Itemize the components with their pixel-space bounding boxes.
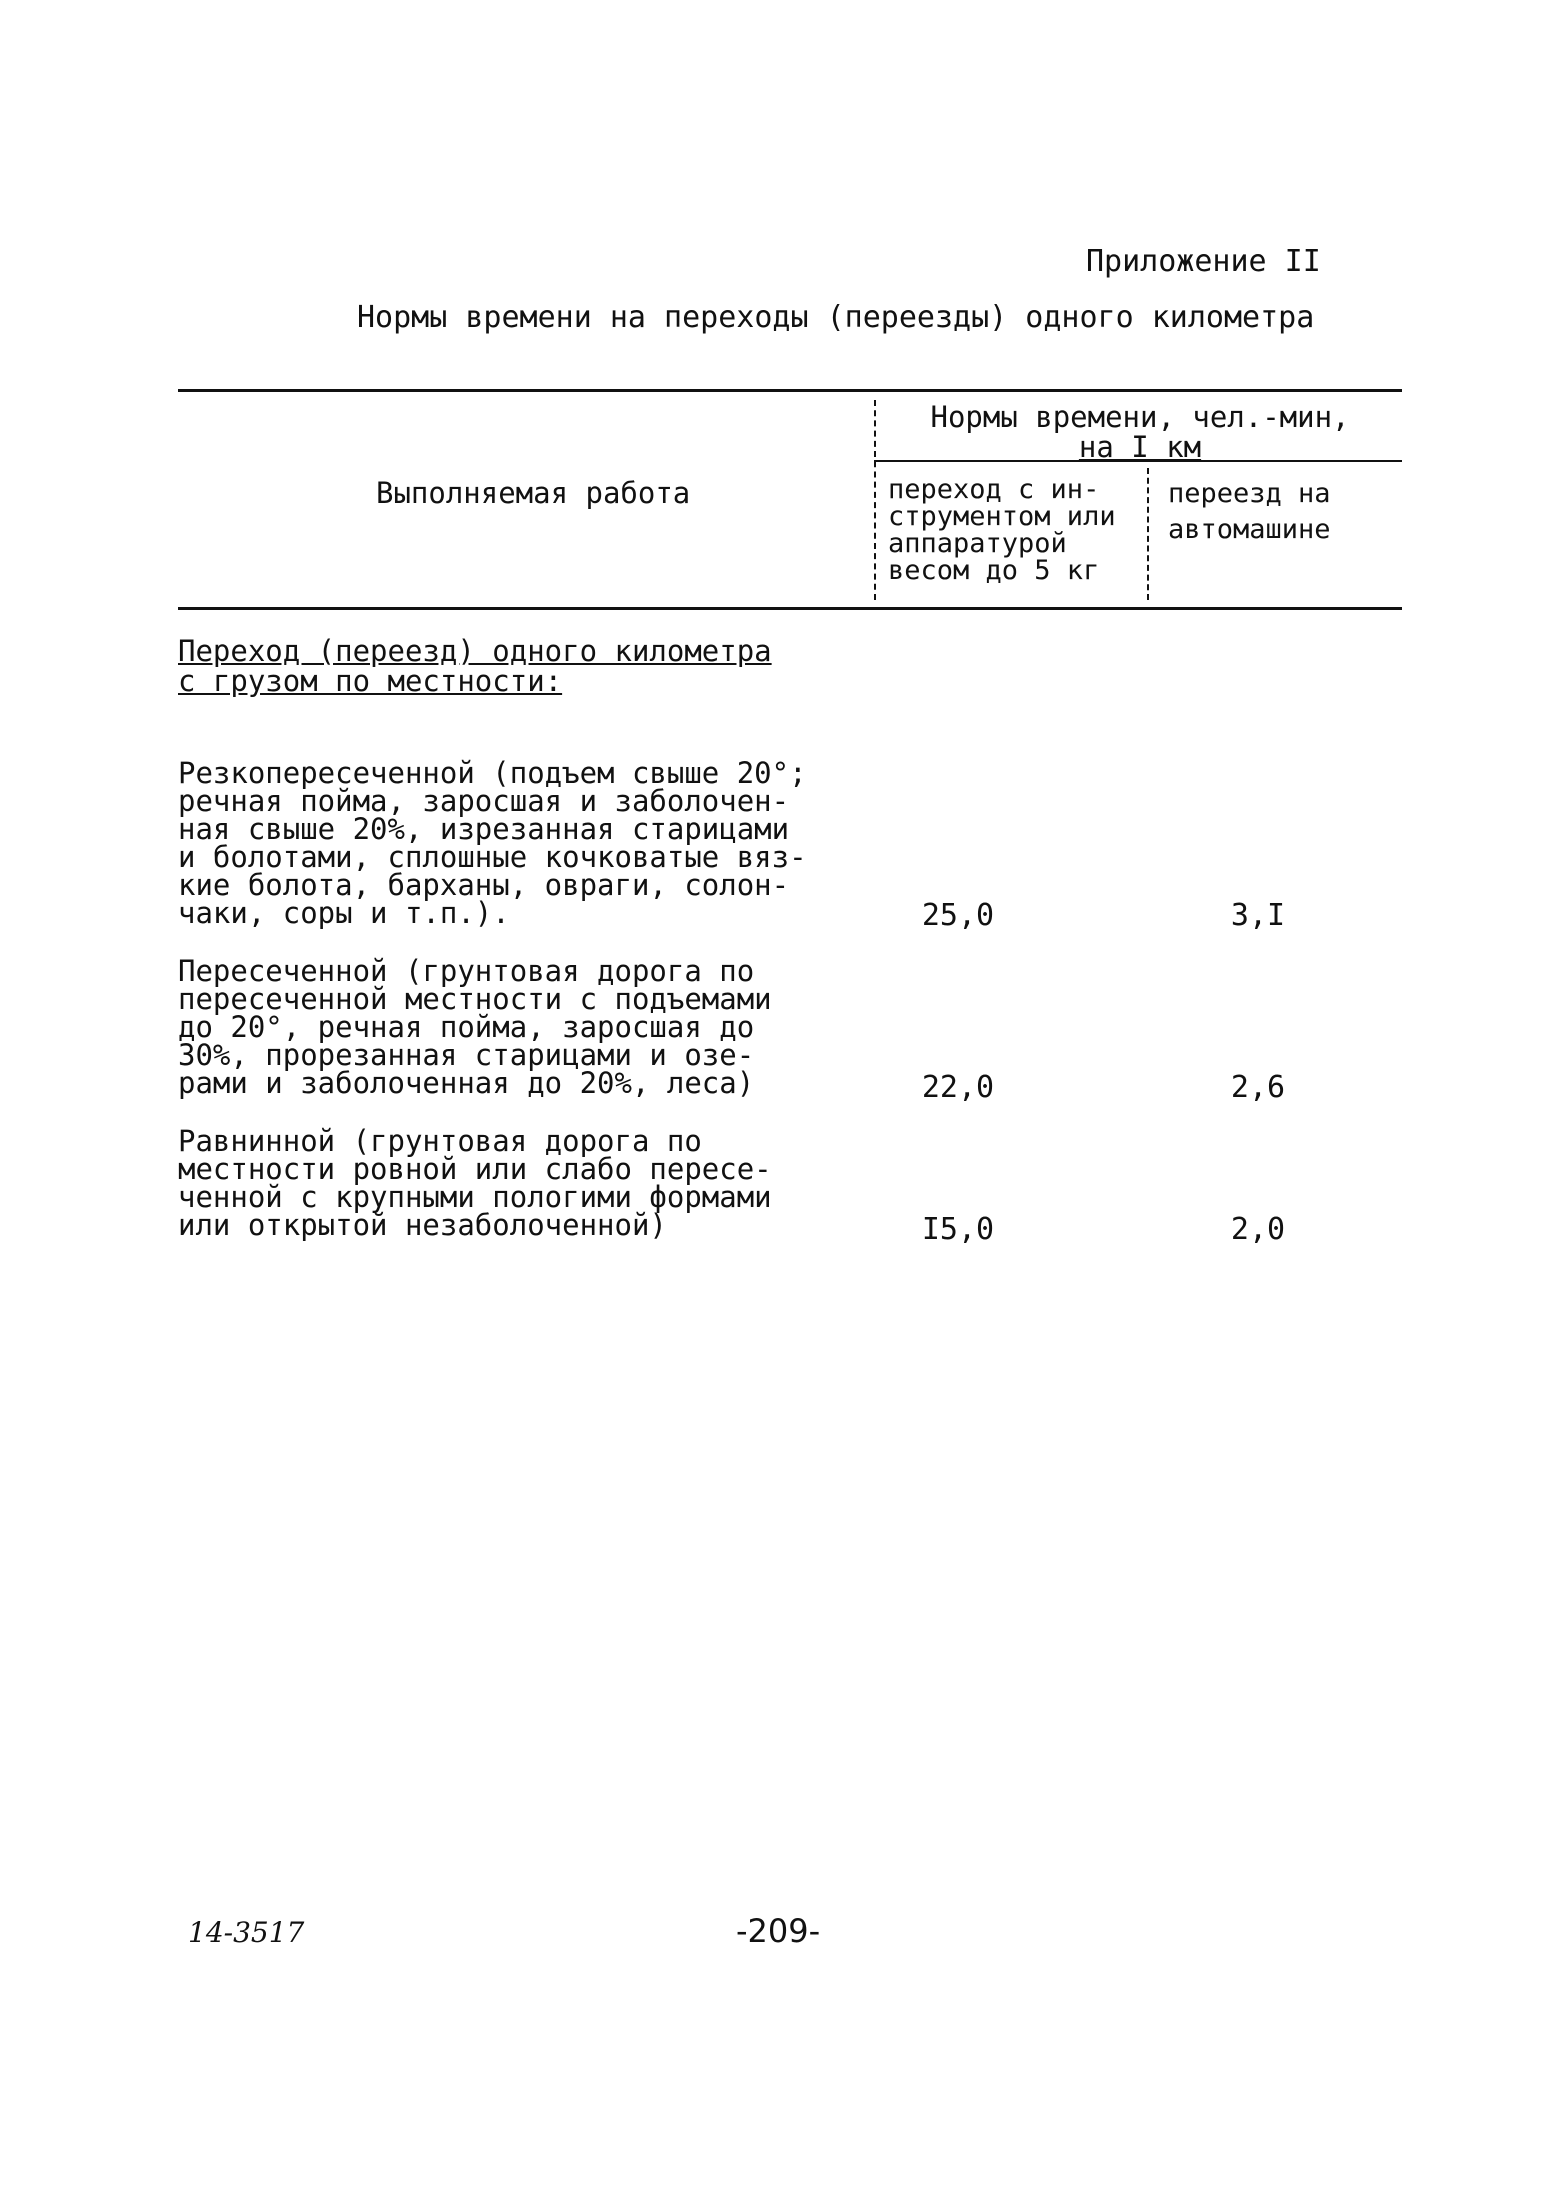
section-heading: Переход (переезд) одного километра с грузом по местности: (178, 634, 772, 698)
document-title: Нормы времени на переходы (переезды) одного километра (357, 300, 1315, 335)
table-cell-drive: 2,0 (1230, 1212, 1286, 1247)
table-row-description: Резкопересеченной (подъем свыше 20°; речная пойма, заросшая и заболочен- ная свыше 20%, изрезанная старицами и болотами, сплошные кочковатые вяз- кие болота, барханы, овраги, солон- чаки, соры и т.п.). (178, 756, 807, 930)
table-top-rule (178, 389, 1402, 392)
column-header-work: Выполняемая работа (376, 476, 691, 510)
column-header-drive: переезд на автомашине (1168, 478, 1331, 545)
table-cell-drive: 3,I (1230, 898, 1286, 933)
table-row-description: Равнинной (грунтовая дорога по местности ровной или слабо пересе- ченной с крупными пологими формами или открытой незаболоченной) (178, 1124, 772, 1242)
table-cell-walk: 22,0 (921, 1070, 995, 1105)
column-header-norms (890, 402, 1390, 462)
table-cell-walk: I5,0 (921, 1212, 995, 1247)
table-cell-walk: 25,0 (921, 898, 995, 933)
footer-document-code: 14-3517 (188, 1916, 305, 1949)
column-header-norms-unit: на I км (1078, 430, 1202, 464)
column-header-norms-line1: Нормы времени, чел.-мин, (930, 400, 1350, 434)
appendix-label: Приложение II (1086, 244, 1321, 279)
column-separator-2 (1147, 468, 1149, 600)
column-separator-1 (874, 400, 876, 600)
table-cell-drive: 2,6 (1230, 1070, 1286, 1105)
table-row-description: Пересеченной (грунтовая дорога по пересеченной местности с подъемами до 20°, речная пойма, заросшая до 30%, прорезанная старицами и озе- рами и заболоченная до 20%, леса) (178, 954, 772, 1100)
column-header-walk: переход с ин- струментом или аппаратурой весом до 5 кг (888, 474, 1116, 586)
page-number: -209- (736, 1912, 821, 1950)
table-header-bottom-rule (178, 607, 1402, 610)
